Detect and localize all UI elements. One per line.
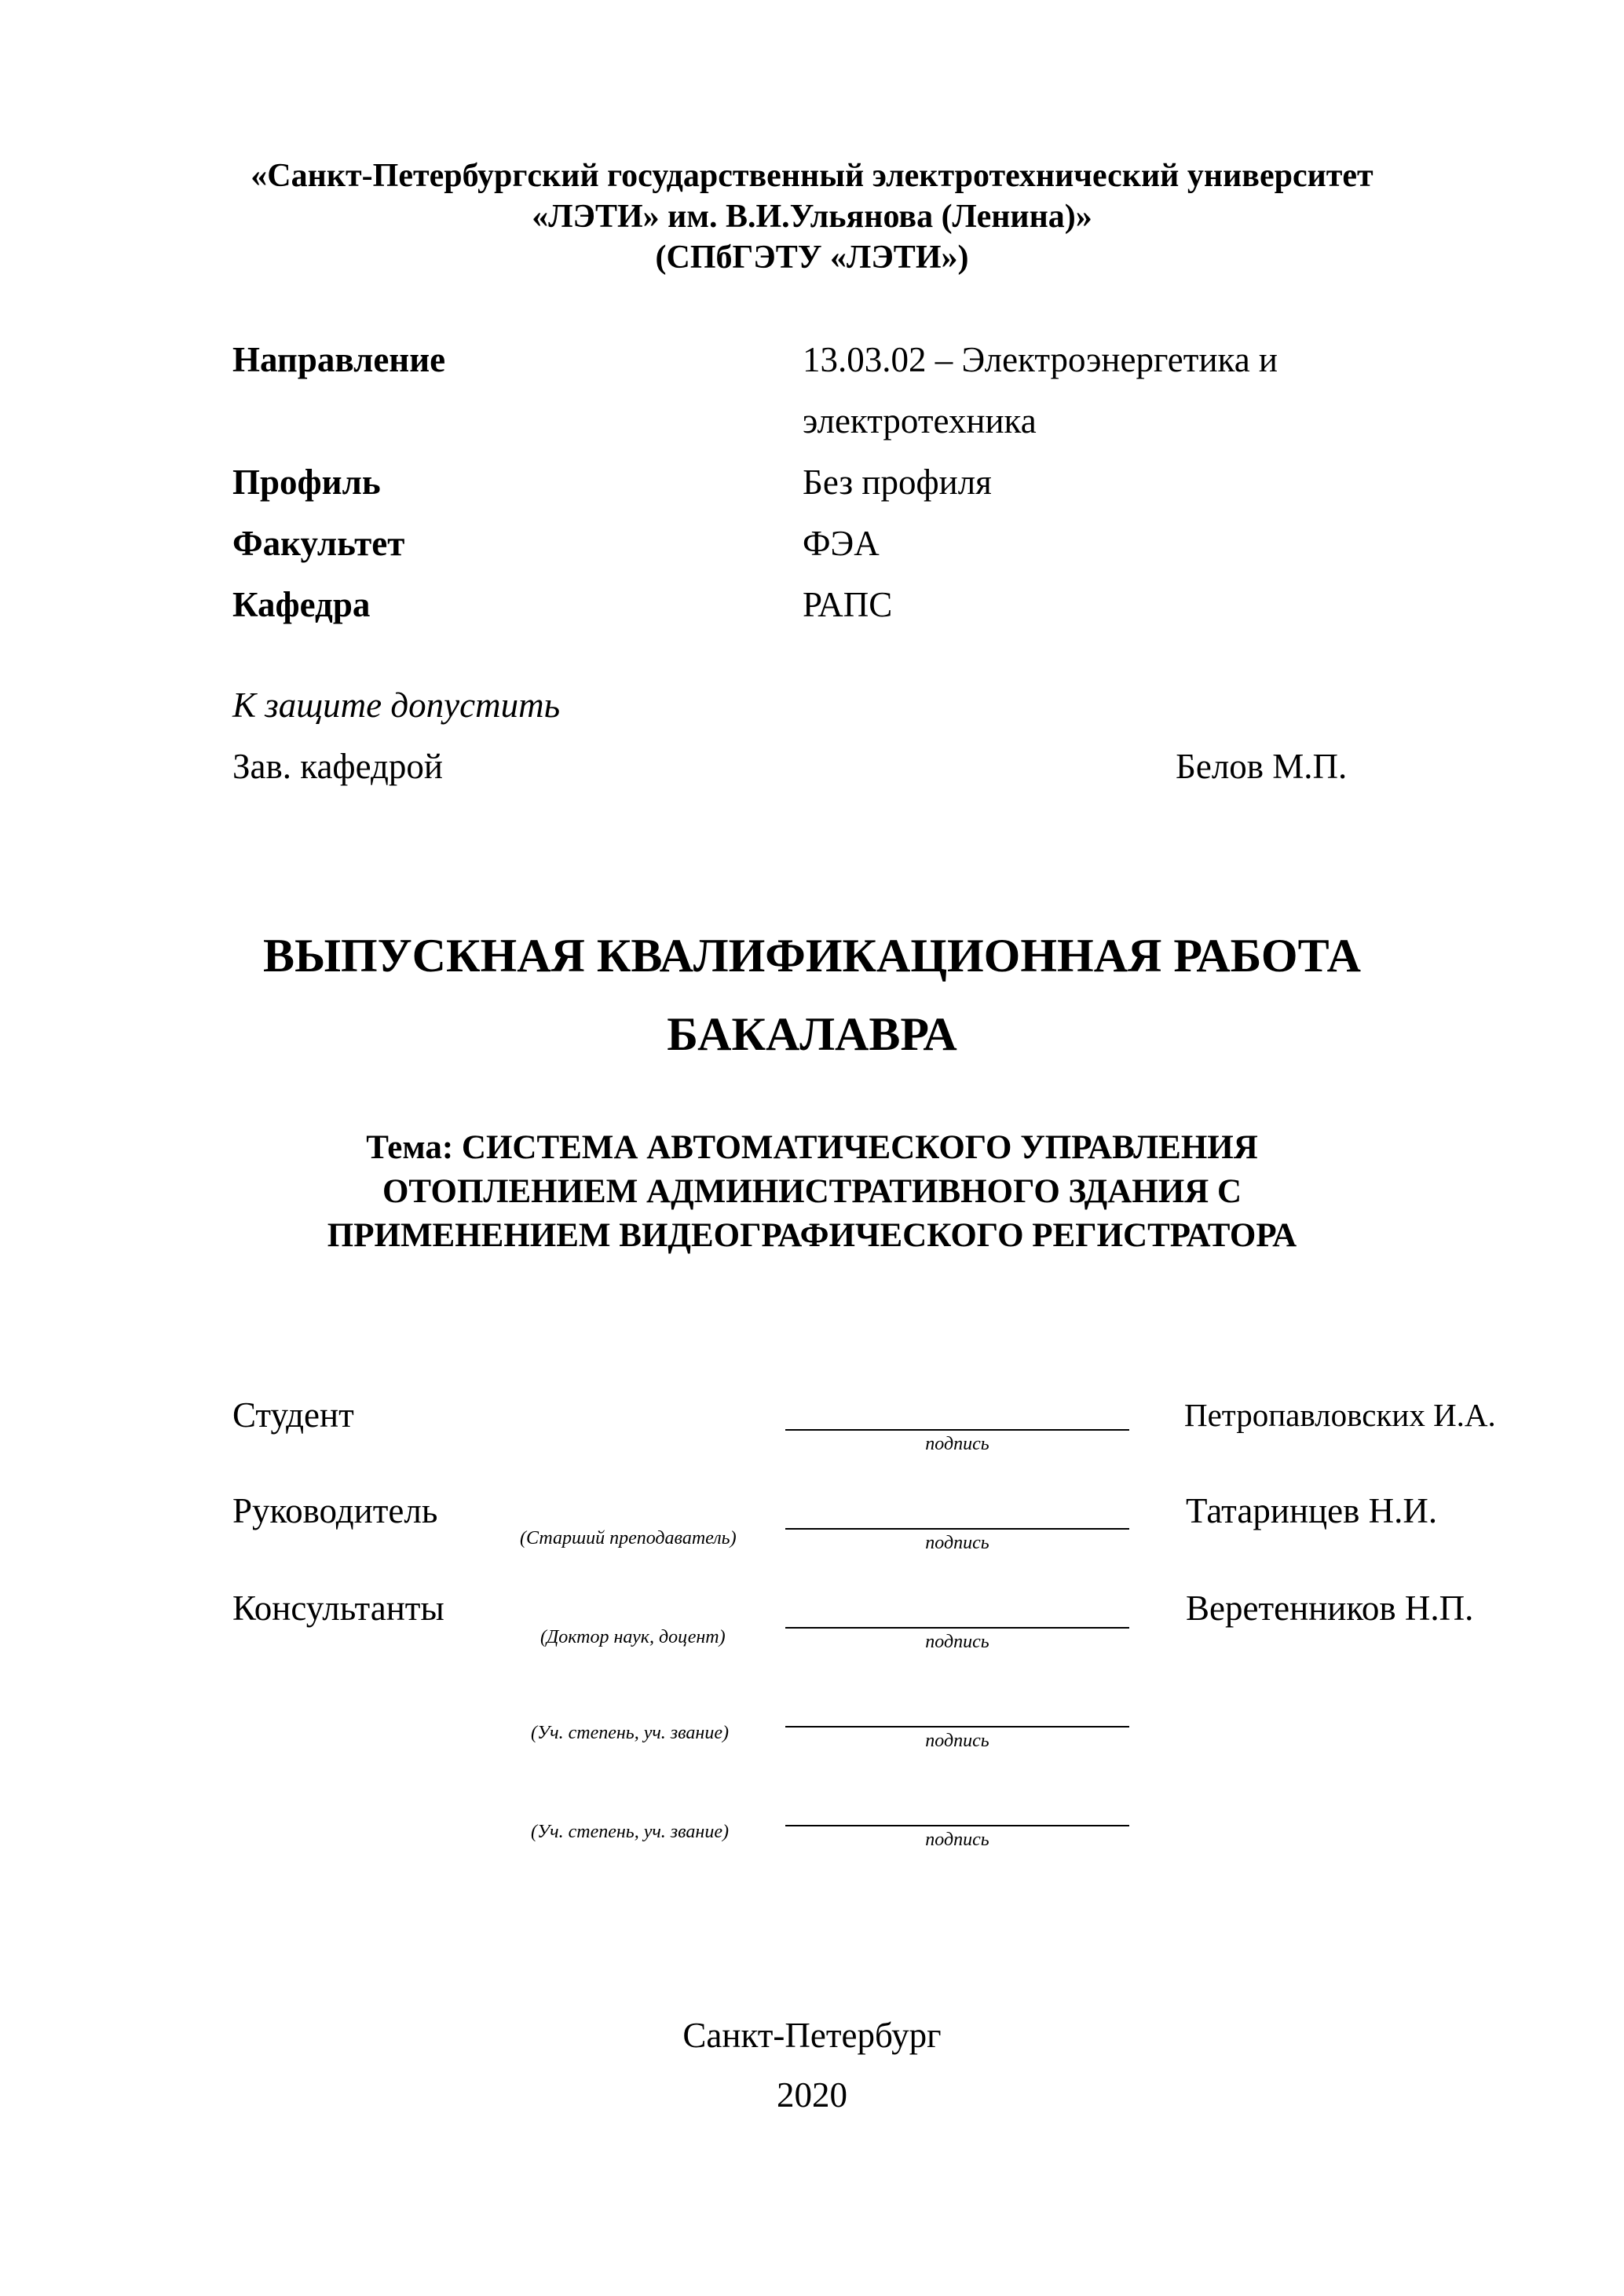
profile-value: Без профиля — [803, 462, 992, 502]
faculty-value: ФЭА — [803, 524, 880, 563]
department-label: Кафедра — [232, 585, 371, 624]
profile-label: Профиль — [232, 462, 381, 502]
direction-label: Направление — [232, 340, 446, 379]
work-title-line2: БАКАЛАВРА — [667, 1008, 957, 1060]
consultant1-signature-line — [785, 1627, 1129, 1629]
head-of-department-name: Белов М.П. — [1176, 747, 1348, 786]
consultant2-signature-line — [785, 1726, 1129, 1727]
direction-value-line2: электротехника — [803, 401, 1037, 441]
student-label: Студент — [232, 1395, 354, 1435]
university-abbreviation: (СПбГЭТУ «ЛЭТИ») — [655, 239, 969, 276]
head-of-department-label: Зав. кафедрой — [232, 747, 443, 786]
consultant3-rank: (Уч. степень, уч. звание) — [531, 1822, 729, 1842]
department-value: РАПС — [803, 585, 893, 624]
year: 2020 — [777, 2075, 847, 2115]
faculty-label: Факультет — [232, 524, 405, 563]
consultants-label: Консультанты — [232, 1589, 444, 1628]
theme-line1: Тема: СИСТЕМА АВТОМАТИЧЕСКОГО УПРАВЛЕНИЯ — [366, 1129, 1258, 1166]
consultant1-rank: (Доктор наук, доцент) — [540, 1627, 726, 1647]
supervisor-name: Татаринцев Н.И. — [1186, 1491, 1438, 1530]
student-signature-line — [785, 1429, 1129, 1431]
student-signature-caption: подпись — [925, 1434, 989, 1454]
supervisor-signature-caption: подпись — [925, 1533, 989, 1553]
student-name: Петропавловских И.А. — [1184, 1397, 1496, 1433]
admit-to-defense: К защите допустить — [232, 686, 561, 725]
supervisor-signature-line — [785, 1528, 1129, 1530]
consultant3-signature-line — [785, 1825, 1129, 1826]
theme-line3: ПРИМЕНЕНИЕМ ВИДЕОГРАФИЧЕСКОГО РЕГИСТРАТОРА — [327, 1217, 1297, 1254]
university-name-line1: «Санкт-Петербургский государственный электротехнический университет — [251, 158, 1373, 194]
supervisor-rank: (Старший преподаватель) — [520, 1528, 737, 1548]
university-name-line2: «ЛЭТИ» им. В.И.Ульянова (Ленина)» — [532, 199, 1092, 235]
consultant2-rank: (Уч. степень, уч. звание) — [531, 1723, 729, 1743]
city: Санкт-Петербург — [682, 2016, 942, 2055]
consultant1-signature-caption: подпись — [925, 1632, 989, 1652]
direction-value-line1: 13.03.02 – Электроэнергетика и — [803, 340, 1278, 379]
supervisor-label: Руководитель — [232, 1491, 438, 1530]
consultant3-signature-caption: подпись — [925, 1830, 989, 1850]
consultant2-signature-caption: подпись — [925, 1731, 989, 1751]
work-title-line1: ВЫПУСКНАЯ КВАЛИФИКАЦИОННАЯ РАБОТА — [263, 930, 1361, 982]
consultant1-name: Веретенников Н.П. — [1186, 1589, 1474, 1628]
theme-line2: ОТОПЛЕНИЕМ АДМИНИСТРАТИВНОГО ЗДАНИЯ С — [382, 1173, 1242, 1210]
